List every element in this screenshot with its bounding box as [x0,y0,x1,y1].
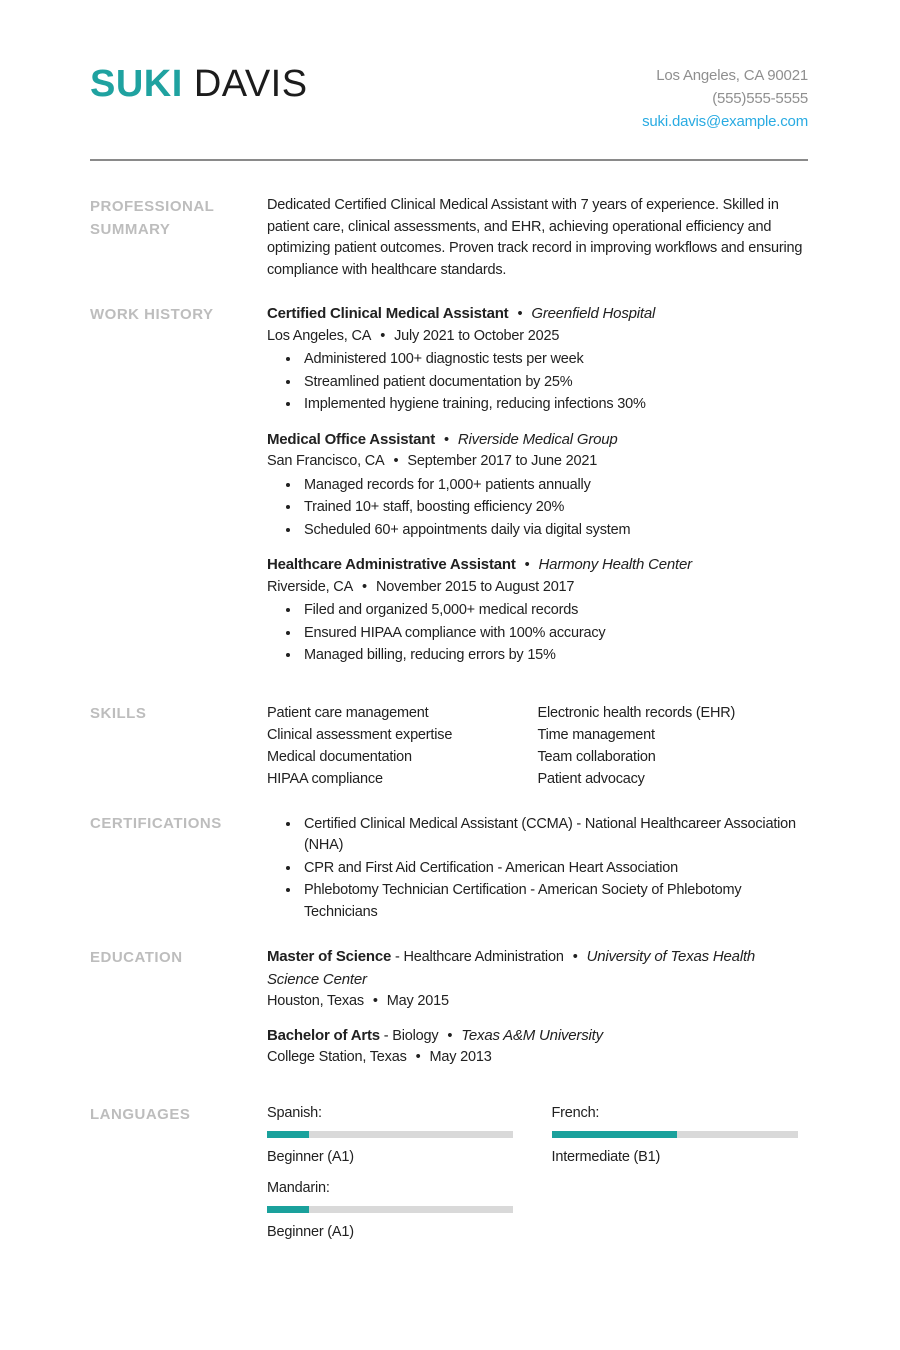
job-entry [267,554,808,667]
job-entry [267,429,808,542]
job-bullet-list [267,600,808,667]
separator-dot: • [362,578,367,595]
education-field: - Healthcare Administration [395,949,564,965]
education-degree-line [267,946,808,991]
job-title-line [267,429,808,452]
separator-dot: • [447,1027,453,1044]
job-company: Riverside Medical Group [457,430,618,448]
separator-dot: • [444,431,449,448]
job-title: Certified Clinical Medical Assistant [267,305,509,322]
job-bullet: • Ensured HIPAA compliance with 100% accuracy [301,623,808,645]
job-bullet: • Streamlined patient documentation by 25% [301,372,808,394]
job-bullet-list [267,475,808,542]
skill-item: Medical documentation [267,748,412,765]
job-bullet: • Filed and organized 5,000+ medical records [301,600,808,622]
language-level-bar-fill [267,1206,309,1213]
summary-text: Dedicated Certified Clinical Medical Assistant with 7 years of experience. Skilled in patient care, clinical assessments, and EHR, achieving operational efficiency and optimizing patient outcomes. Proven track record in improving workflows and ensuring compliance with healthcare standards. [267,197,803,278]
section-education [90,946,808,1081]
job-bullet: • Implemented hygiene training, reducing infections 30% [301,394,808,416]
section-label-languages: LANGUAGES [90,1105,191,1123]
job-bullet: • Managed records for 1,000+ patients annually [301,475,808,497]
skill-item: Time management [537,726,655,743]
certification-item: • CPR and First Aid Certification - American Heart Association [301,858,808,880]
separator-dot: • [415,1049,421,1065]
skill-item: Patient care management [267,704,429,721]
language-name: Mandarin: [267,1179,330,1196]
job-title: Medical Office Assistant [267,430,436,448]
education-degree: Bachelor of Arts [267,1026,380,1044]
education-school: Texas A&M University [461,1026,603,1044]
skill-item: Patient advocacy [537,770,645,787]
job-meta-line [267,577,808,599]
certification-list [267,814,808,924]
separator-dot: • [372,993,378,1009]
section-work-history [90,303,808,680]
skill-item: Clinical assessment expertise [267,726,453,743]
language-name: French: [551,1104,600,1121]
education-degree-line [267,1025,808,1048]
job-bullet: • Administered 100+ diagnostic tests per week [301,349,808,371]
language-level: Beginner (A1) [267,1149,354,1165]
education-location: College Station, Texas [267,1049,407,1065]
separator-dot: • [380,327,386,344]
job-location: Riverside, CA [267,578,354,595]
certification-item: • Certified Clinical Medical Assistant (CCMA) - National Healthcareer Association (NHA) [301,814,808,857]
job-bullet: • Trained 10+ staff, boosting efficiency 20% [301,497,808,519]
section-label-professional-summary: PROFESSIONAL SUMMARY [90,198,215,238]
job-bullet-list [267,349,808,416]
language-level: Beginner (A1) [267,1224,354,1240]
education-field: - Biology [383,1027,439,1044]
contact-location: Los Angeles, CA 90021 [656,67,808,84]
skill-item: Team collaboration [537,748,656,765]
education-meta-line [267,991,808,1013]
job-meta-line [267,451,808,473]
language-name: Spanish: [267,1104,322,1121]
contact-email-link[interactable]: suki.davis@example.com [642,113,808,130]
job-company: Greenfield Hospital [531,305,656,322]
language-item-french [552,1103,809,1169]
section-skills [90,702,808,790]
section-label-work-history: WORK HISTORY [90,306,214,323]
language-level-bar-track [552,1131,798,1138]
candidate-name [90,62,308,106]
skill-item: Electronic health records (EHR) [537,704,736,721]
contact-phone: (555)555-5555 [712,90,808,107]
language-level: Intermediate (B1) [551,1149,661,1165]
job-entry [267,303,808,416]
job-title: Healthcare Administrative Assistant [267,556,516,573]
education-location: Houston, Texas [267,993,364,1009]
certification-item: • Phlebotomy Technician Certification - American Society of Phlebotomy Technicians [301,880,808,923]
separator-dot: • [393,453,399,469]
job-location: San Francisco, CA [267,453,385,469]
skills-column-1 [267,702,538,790]
language-level-bar-track [267,1206,513,1213]
job-dates: July 2021 to October 2025 [394,327,560,344]
education-degree: Master of Science [267,948,392,965]
section-languages [90,1103,808,1244]
section-certifications [90,812,808,925]
separator-dot: • [572,949,578,965]
job-company: Harmony Health Center [538,556,692,573]
job-location: Los Angeles, CA [267,327,372,344]
education-entry [267,1025,808,1069]
resume-header [90,62,808,133]
job-bullet: • Scheduled 60+ appointments daily via digital system [301,520,808,542]
job-dates: September 2017 to June 2021 [407,453,598,469]
job-title-line [267,554,808,577]
contact-block [642,62,808,133]
language-level-bar-fill [267,1131,309,1138]
education-date: May 2015 [386,993,449,1009]
section-label-education: EDUCATION [90,949,183,966]
separator-dot: • [524,557,530,573]
candidate-first-name: SUKI [90,63,183,105]
education-meta-line [267,1047,808,1069]
candidate-last-name: DAVIS [193,63,308,105]
section-label-skills: SKILLS [90,704,147,722]
section-professional-summary [90,195,808,281]
education-entry [267,946,808,1013]
job-title-line [267,303,808,326]
separator-dot: • [517,306,523,322]
job-bullet: • Managed billing, reducing errors by 15% [301,645,808,667]
language-level-bar-fill [552,1131,678,1138]
skill-item: HIPAA compliance [267,770,383,787]
language-level-bar-track [267,1131,513,1138]
language-item-spanish [267,1103,524,1169]
header-divider [90,159,808,161]
education-school: University of Texas Health Science Center [267,948,756,988]
education-date: May 2013 [429,1049,492,1065]
section-label-certifications: CERTIFICATIONS [90,814,222,832]
job-dates: November 2015 to August 2017 [375,578,575,595]
job-meta-line [267,326,808,348]
skills-column-2 [538,702,809,790]
language-item-mandarin [267,1178,524,1244]
